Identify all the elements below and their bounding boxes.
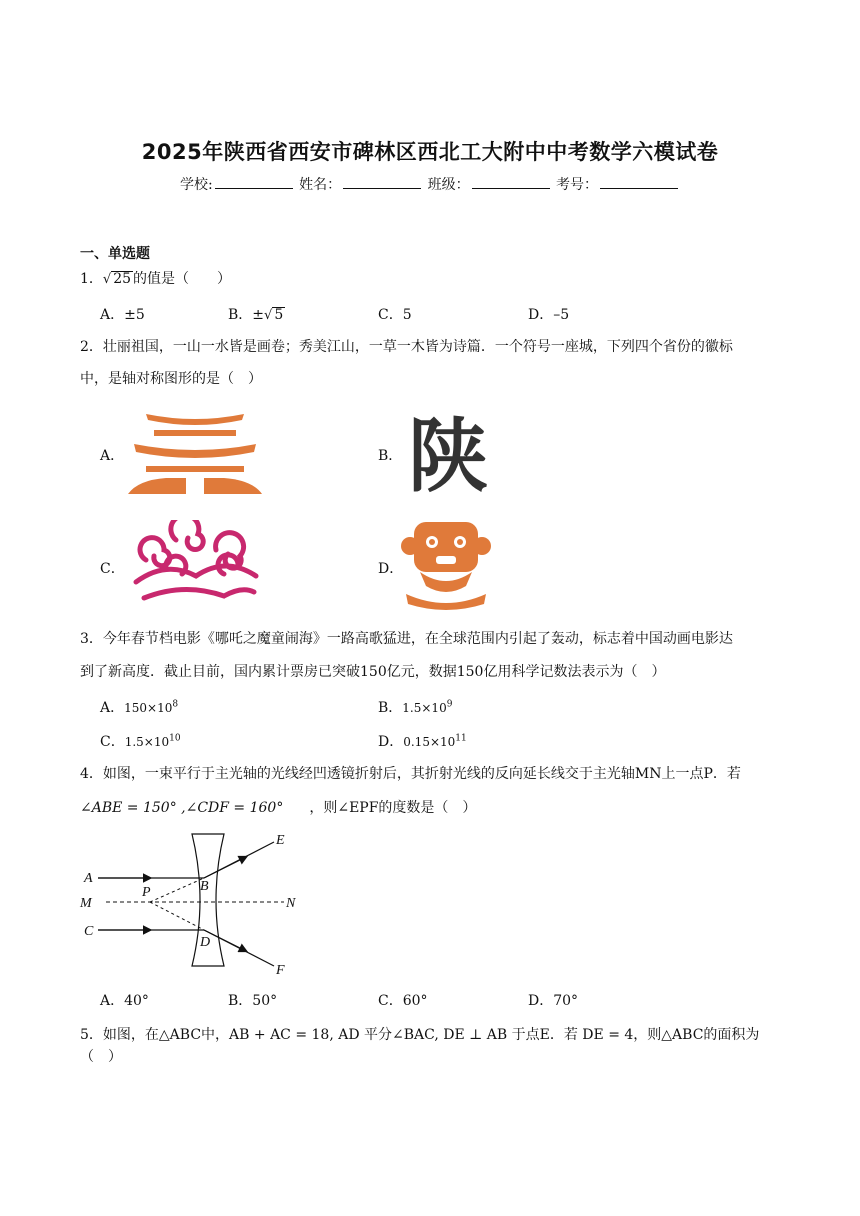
q3-option-a-label: A． xyxy=(100,700,125,716)
q4-angle-condition: ∠ABE = 150° ,∠CDF = 160° xyxy=(80,800,284,816)
q4-option-a[interactable]: A．40° xyxy=(100,993,149,1009)
q1-option-d[interactable]: D．–5 xyxy=(528,307,570,323)
shaanxi-character-logo xyxy=(400,408,498,496)
q4-option-d[interactable]: D．70° xyxy=(528,993,579,1009)
question-5: 5．如图，在△ABC中，AB + AC = 18, AD 平分∠BAC, DE ⊥ AB 于点E．若 DE = 4，则△ABC的面积为（ ） xyxy=(80,1027,760,1065)
q3-option-c[interactable] xyxy=(100,731,181,751)
question-2-line2: 中，是轴对称图形的是（ ） xyxy=(80,371,262,387)
number-blank[interactable] xyxy=(600,176,678,189)
q4-option-c[interactable]: C．60° xyxy=(378,993,428,1009)
question-4-line2 xyxy=(80,797,786,819)
q1-text: 的值是（ ） xyxy=(133,271,232,287)
q2-option-c[interactable]: C． xyxy=(100,561,125,577)
q3-option-b-exp: 9 xyxy=(446,699,453,710)
q2-option-b[interactable]: B． xyxy=(378,448,403,464)
q3-option-d-exp: 11 xyxy=(455,733,467,744)
shaanxi-gate-logo xyxy=(126,410,264,496)
label-m: M xyxy=(80,896,92,911)
q3-option-d-base: 0.15×10 xyxy=(403,735,456,749)
label-n: N xyxy=(286,896,296,911)
name-blank[interactable] xyxy=(343,176,421,189)
q3-option-c-exp: 10 xyxy=(169,733,181,744)
question-3-line1: 3．今年春节档电影《哪吒之魔童闹海》一路高歌猛进，在全球范围内引起了轰动，标志着中国动画电影达 xyxy=(80,631,733,647)
label-p: P xyxy=(142,885,151,900)
q4-question-text: ，则∠EPF的度数是（ ） xyxy=(309,800,477,816)
sqrt-sign: √ xyxy=(264,308,273,323)
logo-b-glyph: 陕 xyxy=(408,414,488,496)
q1-option-c[interactable]: C．5 xyxy=(378,307,412,323)
school-label: 学校: xyxy=(179,177,213,193)
question-1 xyxy=(80,268,786,291)
question-4-line1: 4．如图，一束平行于主光轴的光线经凹透镜折射后，其折射光线的反向延长线交于主光轴MN上一点P．若 xyxy=(80,766,741,782)
name-label: 姓名： xyxy=(299,177,342,193)
q3-option-a-base: 150×10 xyxy=(124,701,173,715)
label-c: C xyxy=(84,924,94,939)
section-heading: 一、单选题 xyxy=(80,246,150,262)
label-d: D xyxy=(200,935,211,950)
exam-info-row xyxy=(0,174,860,194)
q3-option-d-label: D． xyxy=(378,734,404,750)
label-e: E xyxy=(276,833,285,848)
q1-option-b-label: B．± xyxy=(228,307,265,323)
q3-option-c-label: C． xyxy=(100,734,125,750)
lion-mask-logo xyxy=(400,516,492,612)
q3-option-c-base: 1.5×10 xyxy=(124,735,170,749)
q2-option-a[interactable]: A． xyxy=(100,448,125,464)
q4-option-b[interactable]: B．50° xyxy=(228,993,278,1009)
sqrt-sign: √ xyxy=(102,272,112,287)
q1-option-a[interactable]: A．±5 xyxy=(100,307,145,323)
label-b: B xyxy=(200,879,209,894)
q1-option-b[interactable] xyxy=(228,304,285,324)
extension-pb xyxy=(150,878,204,902)
page-title: 2025年陕西省西安市碑林区西北工大附中中考数学六模试卷 xyxy=(141,140,719,164)
question-3-line2: 到了新高度．截止目前，国内累计票房已突破150亿元，数据150亿用科学记数法表示为（ ） xyxy=(80,664,666,680)
question-2-line1: 2．壮丽祖国，一山一水皆是画卷；秀美江山，一草一木皆为诗篇．一个符号一座城，下列四个省份的徽标 xyxy=(80,339,733,355)
number-label: 考号： xyxy=(556,177,599,193)
cloud-logo xyxy=(126,520,266,610)
q3-option-d[interactable] xyxy=(378,731,467,751)
q3-option-b[interactable] xyxy=(378,697,452,717)
q3-option-b-label: B． xyxy=(378,700,403,716)
q3-option-a-exp: 8 xyxy=(172,699,179,710)
label-f: F xyxy=(276,963,285,978)
q2-option-d[interactable]: D． xyxy=(378,561,404,577)
school-blank[interactable] xyxy=(215,176,293,189)
q1-number: 1． xyxy=(80,271,103,287)
q3-option-a[interactable] xyxy=(100,697,178,717)
extension-pd xyxy=(150,902,204,930)
label-a: A xyxy=(84,871,93,886)
q1-option-b-radicand: 5 xyxy=(274,307,284,323)
class-blank[interactable] xyxy=(472,176,550,189)
q1-radicand: 25 xyxy=(113,271,132,287)
q3-option-b-base: 1.5×10 xyxy=(402,701,447,715)
concave-lens-diagram xyxy=(78,830,308,978)
class-label: 班级： xyxy=(427,177,470,193)
